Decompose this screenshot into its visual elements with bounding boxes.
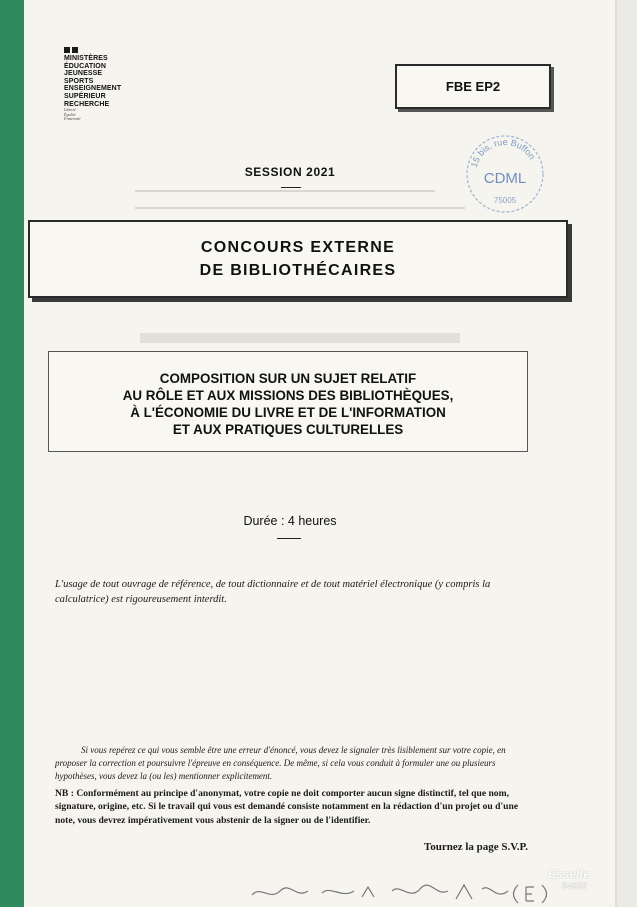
subject-line: À L'ÉCONOMIE DU LIVRE ET DE L'INFORMATION: [130, 405, 446, 420]
subject-line: AU RÔLE ET AUX MISSIONS DES BIBLIOTHÈQUES,: [122, 388, 454, 403]
usage-notice: L'usage de tout ouvrage de référence, de tout dictionnaire et de tout matériel électronique (y compris la calculatrice) est rigoureusement interdit.: [55, 579, 491, 605]
marianne-icon: [64, 47, 134, 53]
show-through: [140, 333, 460, 343]
logo-line: RECHERCHE: [64, 100, 110, 108]
divider: [277, 538, 301, 539]
subject-line: COMPOSITION SUR UN SUJET RELATIF: [159, 371, 417, 386]
stamp-address: 15 bis, rue Buffon: [468, 136, 538, 169]
folder-spine: [0, 0, 24, 907]
logo-line: ÉDUCATION: [64, 62, 106, 70]
logo-line: MINISTÈRES: [64, 55, 108, 62]
logo-motto: Liberté: [64, 107, 76, 113]
divider: [281, 187, 301, 188]
duration: Durée : 4 heures: [243, 514, 337, 528]
turn-page: Tournez la page S.V.P.: [423, 841, 528, 853]
subject-box: [48, 351, 528, 452]
esselte-number: 54832: [562, 881, 588, 891]
cdml-stamp: [464, 133, 546, 215]
ministry-logo: [64, 47, 134, 122]
stamp-center: CDML: [483, 170, 527, 187]
concours-title-box: [28, 220, 568, 298]
stamp-postcode: 75005: [493, 196, 517, 205]
handwriting-text: CONCOURS BIBLIOTHÉCAIRE (E): [250, 879, 267, 880]
concours-line: CONCOURS EXTERNE: [200, 239, 396, 256]
exam-code: FBE EP2: [445, 79, 501, 94]
esselte-brand: Esselte: [548, 867, 591, 881]
show-through: [135, 190, 435, 192]
logo-line: SPORTS: [64, 77, 94, 85]
logo-motto: Égalité: [64, 111, 76, 117]
logo-line: JEUNESSE: [64, 70, 103, 78]
logo-line: ENSEIGNEMENT: [64, 85, 122, 93]
show-through: [135, 207, 465, 209]
exam-code-box: [395, 64, 551, 109]
subject-line: ET AUX PRATIQUES CULTURELLES: [172, 422, 404, 437]
handwritten-note: [250, 879, 560, 905]
logo-motto: Fraternité: [64, 116, 81, 122]
logo-line: SUPÉRIEUR: [64, 92, 106, 100]
page-edge: [617, 0, 637, 907]
anonymity-notice: NB : Conformément au principe d'anonymat, votre copie ne doit comporter aucun signe distinctif, tel que nom, signature, origine, etc. Si le travail qui vous est demandé consiste notamment en la rédaction d'un projet ou d'une note, vous devrez impérativement vous abstenir de la signer ou de l'identifier.: [55, 788, 519, 826]
error-notice: Si vous repérez ce qui vous semble être une erreur d'énoncé, vous devez le signaler très lisiblement sur votre copie, en proposer la correction et poursuivre l'épreuve en conséquence. De même, si cela vous conduit à formuler une ou plusieurs hypothèses, vous devez la (ou les) mentionner explicitement.: [55, 745, 506, 781]
session-label: SESSION 2021: [244, 165, 336, 179]
concours-line: DE BIBLIOTHÉCAIRES: [199, 262, 397, 279]
